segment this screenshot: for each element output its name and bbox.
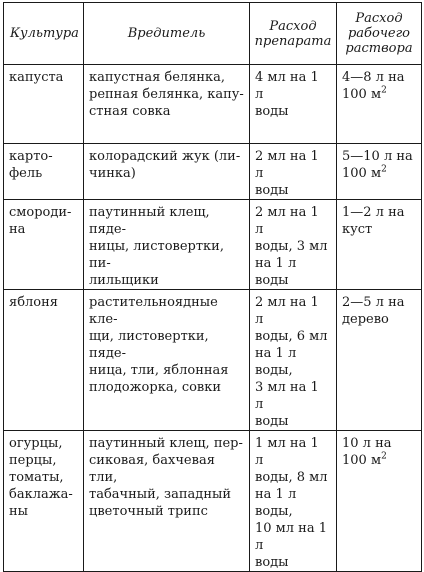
cell-solution xyxy=(337,431,422,572)
header-pest: Вредитель xyxy=(84,3,250,65)
cell-dose: 2 мл на 1 л воды, 3 мл на 1 л воды xyxy=(250,200,337,290)
table-row xyxy=(4,144,422,200)
cell-pest: колорадский жук (ли- чинка) xyxy=(84,144,250,200)
cell-dose: 2 мл на 1 л воды xyxy=(250,144,337,200)
header-solution: Расход рабочего раствора xyxy=(337,3,422,65)
unit-superscript: 2 xyxy=(381,85,387,96)
unit-superscript: 2 xyxy=(381,164,387,175)
cell-pest: паутинный клещ, пер- сиковая, бахчевая тли, табачный, западный цветочный трипс xyxy=(84,431,250,572)
cell-crop: огурцы, перцы, томаты, баклажа- ны xyxy=(4,431,84,572)
cell-solution xyxy=(337,290,422,431)
cell-solution-text: 1—2 л на куст xyxy=(342,205,405,237)
table-header-row xyxy=(4,3,422,65)
cell-crop: яблоня xyxy=(4,290,84,431)
cell-solution xyxy=(337,200,422,290)
cell-solution-text: 2—5 л на дерево xyxy=(342,295,405,327)
cell-crop: капуста xyxy=(4,65,84,144)
cell-solution xyxy=(337,144,422,200)
cell-dose: 4 мл на 1 л воды xyxy=(250,65,337,144)
cell-crop: карто- фель xyxy=(4,144,84,200)
cell-pest: паутинный клещ, пяде- ницы, листовертки, пи- лильщики xyxy=(84,200,250,290)
cell-solution-text: 4—8 л на 100 м xyxy=(342,70,405,102)
table-row xyxy=(4,431,422,572)
table-row xyxy=(4,65,422,144)
unit-superscript: 2 xyxy=(381,451,387,462)
table-row xyxy=(4,290,422,431)
header-crop: Культура xyxy=(4,3,84,65)
cell-solution-text: 10 л на 100 м xyxy=(342,436,392,468)
table-row xyxy=(4,200,422,290)
cell-pest: капустная белянка, репная белянка, капу- стная совка xyxy=(84,65,250,144)
cell-pest: растительноядные кле- щи, листовертки, пяде- ница, тли, яблонная плодожорка, совки xyxy=(84,290,250,431)
cell-solution-text: 5—10 л на 100 м xyxy=(342,149,413,181)
pesticide-usage-table xyxy=(3,2,422,572)
cell-crop: смороди- на xyxy=(4,200,84,290)
cell-solution xyxy=(337,65,422,144)
header-dose: Расход препарата xyxy=(250,3,337,65)
cell-dose: 2 мл на 1 л воды, 6 мл на 1 л воды, 3 мл на 1 л воды xyxy=(250,290,337,431)
cell-dose: 1 мл на 1 л воды, 8 мл на 1 л воды, 10 мл на 1 л воды xyxy=(250,431,337,572)
